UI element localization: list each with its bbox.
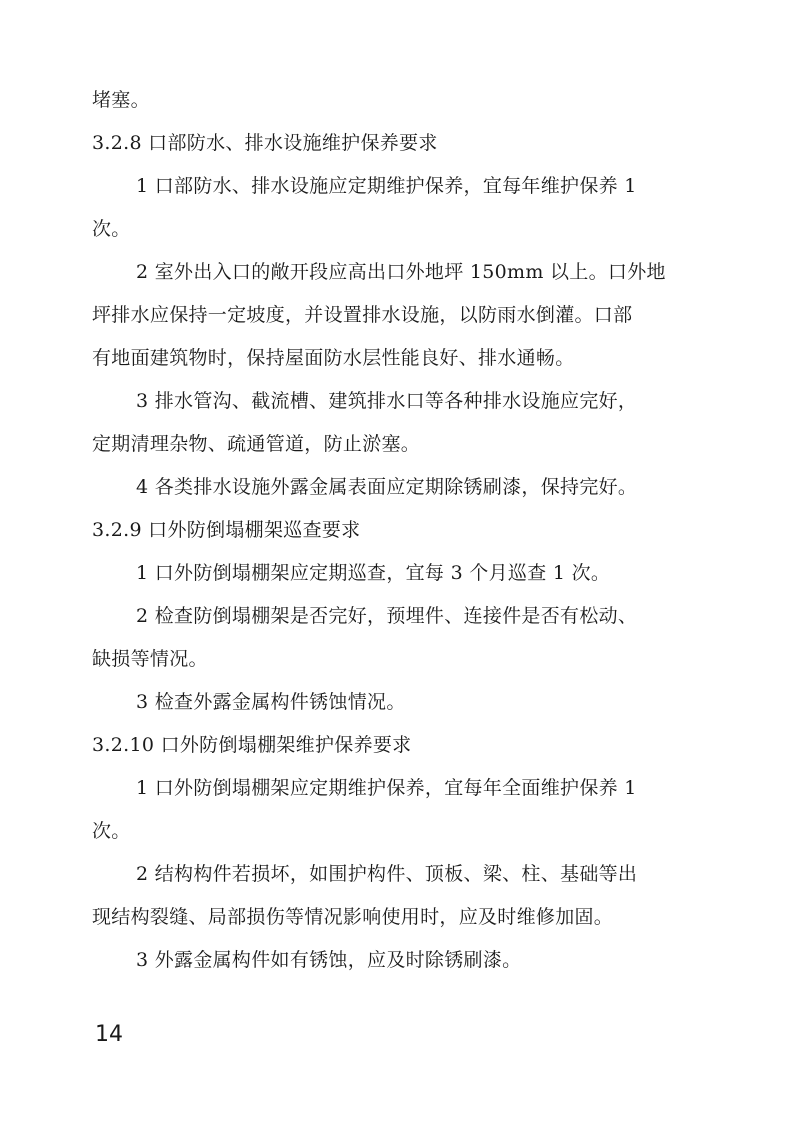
text-line: 2 室外出入口的敞开段应高出口外地坪 150mm 以上。口外地: [136, 261, 666, 283]
text-line: 4 各类排水设施外露金属表面应定期除锈刷漆，保持完好。: [136, 476, 638, 498]
section-heading: 3.2.10 口外防倒塌棚架维护保养要求: [92, 734, 412, 756]
page-number: 14: [95, 1022, 123, 1047]
text-line: 次。: [92, 820, 131, 842]
text-line: 3 检查外露金属构件锈蚀情况。: [136, 691, 406, 713]
section-heading: 3.2.8 口部防水、排水设施维护保养要求: [92, 132, 438, 154]
text-line: 堵塞。: [92, 89, 150, 111]
text-line: 缺损等情况。: [92, 648, 208, 670]
text-line: 定期清理杂物、疏通管道，防止淤塞。: [92, 433, 421, 455]
text-line: 3 排水管沟、截流槽、建筑排水口等各种排水设施应完好，: [136, 390, 638, 412]
section-heading: 3.2.9 口外防倒塌棚架巡查要求: [92, 519, 361, 541]
text-line: 2 检查防倒塌棚架是否完好，预埋件、连接件是否有松动、: [136, 605, 638, 627]
text-line: 2 结构构件若损坏，如围护构件、顶板、梁、柱、基础等出: [136, 863, 638, 885]
text-line: 1 口外防倒塌棚架应定期巡查，宜每 3 个月巡查 1 次。: [136, 562, 611, 584]
text-line: 有地面建筑物时，保持屋面防水层性能良好、排水通畅。: [92, 347, 575, 369]
text-line: 1 口部防水、排水设施应定期维护保养，宜每年维护保养 1: [136, 175, 637, 197]
text-line: 3 外露金属构件如有锈蚀，应及时除锈刷漆。: [136, 949, 522, 971]
document-body: [92, 85, 704, 988]
text-line: 次。: [92, 218, 131, 240]
text-line: 现结构裂缝、局部损伤等情况影响使用时，应及时维修加固。: [92, 906, 614, 928]
text-line: 1 口外防倒塌棚架应定期维护保养，宜每年全面维护保养 1: [136, 777, 637, 799]
text-line: 坪排水应保持一定坡度，并设置排水设施，以防雨水倒灌。口部: [92, 304, 633, 326]
